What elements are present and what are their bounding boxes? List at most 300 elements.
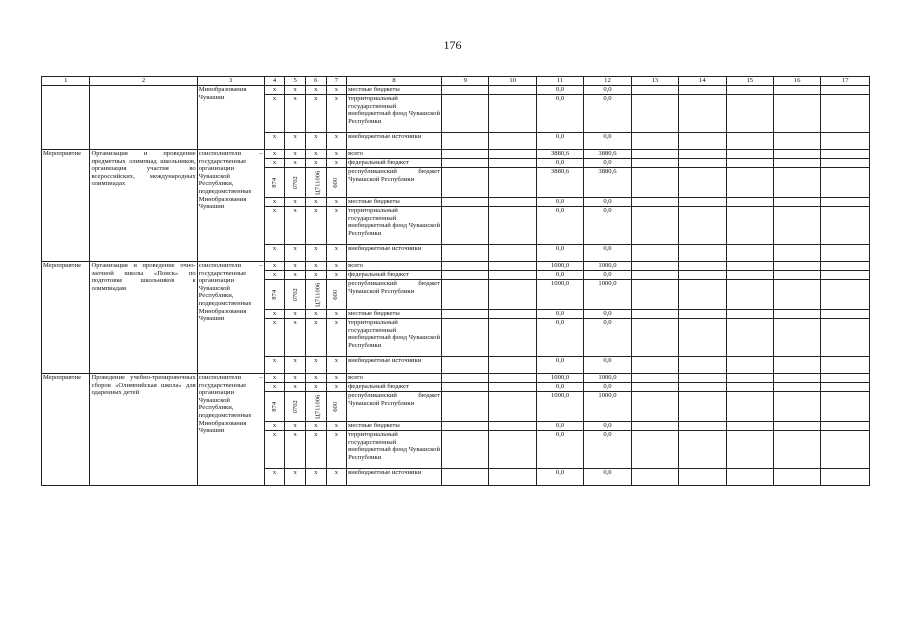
- value-col12: 0,0: [584, 422, 631, 431]
- value-col13: [631, 392, 678, 422]
- value-col15: [726, 245, 773, 262]
- value-col10: [489, 431, 536, 469]
- x-mark: x: [305, 469, 326, 486]
- budget-code-text: 874: [270, 289, 278, 300]
- funding-source: местные бюджеты: [347, 310, 442, 319]
- value-col9: [442, 133, 489, 150]
- value-col11: 1000,0: [536, 392, 583, 422]
- budget-code-text: 600: [332, 289, 340, 300]
- value-col10: [489, 374, 536, 383]
- funding-source: республиканский бюджет Чувашской Республики: [347, 392, 442, 422]
- x-mark: x: [285, 198, 306, 207]
- x-mark: x: [305, 95, 326, 133]
- value-col14: [679, 198, 726, 207]
- executor-org: Минобразования Чувашии: [197, 86, 264, 150]
- value-col11: 0,0: [536, 431, 583, 469]
- value-col11: 0,0: [536, 357, 583, 374]
- value-col14: [679, 133, 726, 150]
- value-col14: [679, 422, 726, 431]
- event-type: Мероприятие: [42, 374, 90, 486]
- value-col13: [631, 207, 678, 245]
- value-col9: [442, 357, 489, 374]
- value-col15: [726, 310, 773, 319]
- x-mark: x: [305, 150, 326, 159]
- value-col9: [442, 310, 489, 319]
- funding-source: внебюджетные источники: [347, 133, 442, 150]
- value-col9: [442, 392, 489, 422]
- x-mark: x: [305, 271, 326, 280]
- value-col17: [821, 159, 870, 168]
- value-col17: [821, 310, 870, 319]
- value-col12: 0,0: [584, 198, 631, 207]
- value-col14: [679, 168, 726, 198]
- executor-org: соисполнители – государственные организации Чувашской Республики, подведомственные Минобразования Чувашии: [197, 262, 264, 374]
- value-col15: [726, 271, 773, 280]
- header-cell: 3: [197, 77, 264, 86]
- value-col16: [773, 159, 820, 168]
- value-col16: [773, 319, 820, 357]
- value-col13: [631, 198, 678, 207]
- value-col17: [821, 357, 870, 374]
- page-number: 176: [443, 38, 462, 52]
- x-mark: x: [305, 374, 326, 383]
- table-row: [42, 374, 870, 383]
- x-mark: x: [305, 319, 326, 357]
- event-type-cont: [42, 86, 90, 150]
- x-mark: x: [305, 198, 326, 207]
- value-col14: [679, 159, 726, 168]
- header-cell: 15: [726, 77, 773, 86]
- value-col17: [821, 207, 870, 245]
- value-col13: [631, 262, 678, 271]
- x-mark: x: [285, 95, 306, 133]
- value-col17: [821, 392, 870, 422]
- value-col10: [489, 262, 536, 271]
- value-col10: [489, 95, 536, 133]
- value-col12: 0,0: [584, 86, 631, 95]
- value-col12: 1000,0: [584, 280, 631, 310]
- value-col14: [679, 319, 726, 357]
- value-col15: [726, 357, 773, 374]
- value-col14: [679, 431, 726, 469]
- x-mark: x: [285, 262, 306, 271]
- budget-code: [305, 280, 326, 310]
- x-mark: x: [264, 431, 285, 469]
- x-mark: x: [326, 469, 347, 486]
- funding-source: всего: [347, 262, 442, 271]
- x-mark: x: [264, 383, 285, 392]
- value-col10: [489, 469, 536, 486]
- value-col12: 0,0: [584, 431, 631, 469]
- funding-source: местные бюджеты: [347, 86, 442, 95]
- x-mark: x: [264, 422, 285, 431]
- value-col12: 0,0: [584, 133, 631, 150]
- value-col16: [773, 280, 820, 310]
- value-col14: [679, 207, 726, 245]
- value-col13: [631, 469, 678, 486]
- x-mark: x: [326, 150, 347, 159]
- value-col13: [631, 159, 678, 168]
- value-col14: [679, 383, 726, 392]
- x-mark: x: [285, 431, 306, 469]
- header-cell: 4: [264, 77, 285, 86]
- value-col12: 0,0: [584, 245, 631, 262]
- header-cell: 6: [305, 77, 326, 86]
- value-col11: 0,0: [536, 271, 583, 280]
- x-mark: x: [264, 310, 285, 319]
- budget-code-text: Ц711006: [314, 170, 322, 195]
- x-mark: x: [305, 207, 326, 245]
- value-col12: 0,0: [584, 469, 631, 486]
- budget-code: [326, 280, 347, 310]
- program-table: [41, 76, 870, 486]
- value-col11: 0,0: [536, 422, 583, 431]
- x-mark: x: [326, 198, 347, 207]
- value-col15: [726, 469, 773, 486]
- value-col13: [631, 280, 678, 310]
- value-col14: [679, 392, 726, 422]
- budget-code-text: 0702: [291, 399, 299, 414]
- x-mark: x: [285, 357, 306, 374]
- budget-code: [264, 392, 285, 422]
- x-mark: x: [326, 95, 347, 133]
- event-type: Мероприятие: [42, 262, 90, 374]
- value-col17: [821, 168, 870, 198]
- value-col10: [489, 245, 536, 262]
- x-mark: x: [285, 383, 306, 392]
- value-col14: [679, 262, 726, 271]
- value-col15: [726, 374, 773, 383]
- event-name: Организация и проведение предметных олимпиад школьников, организация участия во всероссийских, международных олимпиадах: [90, 150, 197, 262]
- value-col11: 0,0: [536, 86, 583, 95]
- header-cell: 16: [773, 77, 820, 86]
- value-col17: [821, 198, 870, 207]
- value-col16: [773, 133, 820, 150]
- value-col11: 0,0: [536, 95, 583, 133]
- x-mark: x: [285, 207, 306, 245]
- value-col14: [679, 357, 726, 374]
- value-col12: 0,0: [584, 310, 631, 319]
- budget-code: [326, 392, 347, 422]
- x-mark: x: [264, 262, 285, 271]
- x-mark: x: [305, 86, 326, 95]
- value-col12: 1000,0: [584, 374, 631, 383]
- value-col15: [726, 150, 773, 159]
- value-col15: [726, 392, 773, 422]
- value-col15: [726, 133, 773, 150]
- x-mark: x: [285, 245, 306, 262]
- value-col13: [631, 357, 678, 374]
- x-mark: x: [305, 431, 326, 469]
- value-col14: [679, 245, 726, 262]
- value-col16: [773, 150, 820, 159]
- value-col14: [679, 280, 726, 310]
- value-col17: [821, 431, 870, 469]
- value-col9: [442, 198, 489, 207]
- x-mark: x: [285, 319, 306, 357]
- x-mark: x: [264, 271, 285, 280]
- value-col12: 0,0: [584, 357, 631, 374]
- value-col15: [726, 431, 773, 469]
- value-col16: [773, 374, 820, 383]
- table-body: [42, 86, 870, 486]
- value-col9: [442, 431, 489, 469]
- x-mark: x: [326, 245, 347, 262]
- header-cell: 17: [821, 77, 870, 86]
- value-col9: [442, 280, 489, 310]
- budget-code: [285, 280, 306, 310]
- value-col12: 1000,0: [584, 262, 631, 271]
- value-col10: [489, 159, 536, 168]
- value-col11: 1000,0: [536, 374, 583, 383]
- budget-code: [264, 168, 285, 198]
- value-col10: [489, 310, 536, 319]
- value-col12: 0,0: [584, 207, 631, 245]
- value-col10: [489, 168, 536, 198]
- event-name-cont: [90, 86, 197, 150]
- x-mark: x: [285, 271, 306, 280]
- funding-source: внебюджетные источники: [347, 357, 442, 374]
- value-col11: 0,0: [536, 319, 583, 357]
- funding-source: внебюджетные источники: [347, 245, 442, 262]
- x-mark: x: [326, 207, 347, 245]
- x-mark: x: [285, 374, 306, 383]
- value-col14: [679, 374, 726, 383]
- value-col13: [631, 168, 678, 198]
- value-col17: [821, 95, 870, 133]
- x-mark: x: [264, 319, 285, 357]
- funding-source: всего: [347, 374, 442, 383]
- funding-source: федеральный бюджет: [347, 383, 442, 392]
- value-col17: [821, 133, 870, 150]
- value-col11: 3880,6: [536, 150, 583, 159]
- value-col10: [489, 150, 536, 159]
- funding-source: федеральный бюджет: [347, 271, 442, 280]
- x-mark: x: [326, 383, 347, 392]
- value-col13: [631, 245, 678, 262]
- value-col9: [442, 159, 489, 168]
- value-col16: [773, 422, 820, 431]
- value-col13: [631, 374, 678, 383]
- x-mark: x: [264, 207, 285, 245]
- x-mark: x: [264, 374, 285, 383]
- table-row: [42, 262, 870, 271]
- header-cell: 12: [584, 77, 631, 86]
- header-cell: 14: [679, 77, 726, 86]
- value-col15: [726, 86, 773, 95]
- value-col16: [773, 469, 820, 486]
- value-col13: [631, 431, 678, 469]
- value-col13: [631, 271, 678, 280]
- value-col12: 0,0: [584, 95, 631, 133]
- value-col10: [489, 319, 536, 357]
- value-col11: 0,0: [536, 198, 583, 207]
- value-col11: 1000,0: [536, 262, 583, 271]
- event-name: Организация и проведение очно-заочной школы «Поиск» по подготовке школьников к олимпиадам: [90, 262, 197, 374]
- header-cell: 13: [631, 77, 678, 86]
- funding-source: республиканский бюджет Чувашской Республики: [347, 168, 442, 198]
- value-col16: [773, 431, 820, 469]
- funding-source: федеральный бюджет: [347, 159, 442, 168]
- x-mark: x: [305, 262, 326, 271]
- x-mark: x: [326, 374, 347, 383]
- header-cell: 7: [326, 77, 347, 86]
- value-col9: [442, 383, 489, 392]
- x-mark: x: [305, 159, 326, 168]
- value-col16: [773, 392, 820, 422]
- x-mark: x: [305, 383, 326, 392]
- value-col15: [726, 262, 773, 271]
- x-mark: x: [285, 422, 306, 431]
- value-col15: [726, 95, 773, 133]
- x-mark: x: [326, 431, 347, 469]
- value-col15: [726, 168, 773, 198]
- value-col13: [631, 319, 678, 357]
- value-col13: [631, 86, 678, 95]
- x-mark: x: [285, 86, 306, 95]
- value-col17: [821, 245, 870, 262]
- value-col16: [773, 357, 820, 374]
- funding-source: всего: [347, 150, 442, 159]
- value-col11: 0,0: [536, 245, 583, 262]
- value-col15: [726, 159, 773, 168]
- budget-code: [285, 168, 306, 198]
- header-cell: 8: [347, 77, 442, 86]
- x-mark: x: [326, 422, 347, 431]
- value-col15: [726, 319, 773, 357]
- budget-code-text: 0702: [291, 287, 299, 302]
- value-col10: [489, 271, 536, 280]
- executor-org: соисполнители – государственные организации Чувашской Республики, подведомственные Минобразования Чувашии: [197, 374, 264, 486]
- header-cell: 11: [536, 77, 583, 86]
- x-mark: x: [305, 245, 326, 262]
- funding-source: местные бюджеты: [347, 422, 442, 431]
- event-type: Мероприятие: [42, 150, 90, 262]
- value-col11: 0,0: [536, 133, 583, 150]
- value-col9: [442, 271, 489, 280]
- value-col16: [773, 262, 820, 271]
- funding-source: территориальный государственный внебюджетный фонд Чувашской Республики: [347, 207, 442, 245]
- value-col17: [821, 271, 870, 280]
- table-row: [42, 150, 870, 159]
- value-col14: [679, 271, 726, 280]
- value-col17: [821, 374, 870, 383]
- value-col16: [773, 383, 820, 392]
- value-col17: [821, 86, 870, 95]
- value-col14: [679, 95, 726, 133]
- value-col16: [773, 271, 820, 280]
- value-col10: [489, 357, 536, 374]
- value-col10: [489, 198, 536, 207]
- value-col12: 0,0: [584, 159, 631, 168]
- value-col11: 0,0: [536, 383, 583, 392]
- x-mark: x: [305, 357, 326, 374]
- value-col9: [442, 245, 489, 262]
- x-mark: x: [326, 133, 347, 150]
- value-col13: [631, 133, 678, 150]
- value-col12: 0,0: [584, 383, 631, 392]
- header-cell: 10: [489, 77, 536, 86]
- value-col17: [821, 383, 870, 392]
- value-col16: [773, 310, 820, 319]
- header-cell: 9: [442, 77, 489, 86]
- value-col9: [442, 150, 489, 159]
- value-col12: 0,0: [584, 271, 631, 280]
- value-col14: [679, 310, 726, 319]
- funding-source: территориальный государственный внебюджетный фонд Чувашской Республики: [347, 431, 442, 469]
- value-col10: [489, 383, 536, 392]
- value-col16: [773, 168, 820, 198]
- value-col13: [631, 422, 678, 431]
- x-mark: x: [285, 159, 306, 168]
- x-mark: x: [326, 262, 347, 271]
- value-col9: [442, 262, 489, 271]
- value-col15: [726, 383, 773, 392]
- value-col15: [726, 422, 773, 431]
- value-col13: [631, 150, 678, 159]
- header-row: [42, 77, 870, 86]
- header-cell: 2: [90, 77, 197, 86]
- header-cell: 1: [42, 77, 90, 86]
- value-col9: [442, 86, 489, 95]
- x-mark: x: [264, 150, 285, 159]
- value-col17: [821, 469, 870, 486]
- value-col13: [631, 383, 678, 392]
- value-col11: 3880,6: [536, 168, 583, 198]
- x-mark: x: [285, 133, 306, 150]
- value-col9: [442, 469, 489, 486]
- x-mark: x: [305, 310, 326, 319]
- value-col12: 3880,6: [584, 150, 631, 159]
- value-col15: [726, 207, 773, 245]
- value-col16: [773, 95, 820, 133]
- x-mark: x: [326, 357, 347, 374]
- value-col17: [821, 262, 870, 271]
- budget-code: [305, 168, 326, 198]
- budget-code-text: 600: [332, 401, 340, 412]
- budget-code: [305, 392, 326, 422]
- value-col12: 3880,6: [584, 168, 631, 198]
- value-col10: [489, 207, 536, 245]
- value-col17: [821, 422, 870, 431]
- x-mark: x: [264, 133, 285, 150]
- budget-code-text: 600: [332, 177, 340, 188]
- value-col10: [489, 392, 536, 422]
- event-name: Проведение учебно-тренировочных сборов «Олимпийская школа» для одаренных детей: [90, 374, 197, 486]
- funding-source: территориальный государственный внебюджетный фонд Чувашской Республики: [347, 95, 442, 133]
- x-mark: x: [326, 319, 347, 357]
- value-col9: [442, 95, 489, 133]
- x-mark: x: [264, 357, 285, 374]
- value-col10: [489, 422, 536, 431]
- x-mark: x: [264, 95, 285, 133]
- value-col17: [821, 150, 870, 159]
- x-mark: x: [264, 86, 285, 95]
- x-mark: x: [264, 198, 285, 207]
- x-mark: x: [326, 86, 347, 95]
- value-col14: [679, 150, 726, 159]
- value-col11: 0,0: [536, 469, 583, 486]
- budget-code: [285, 392, 306, 422]
- value-col16: [773, 245, 820, 262]
- value-col13: [631, 310, 678, 319]
- table-row: [42, 86, 870, 95]
- value-col11: 0,0: [536, 207, 583, 245]
- value-col15: [726, 198, 773, 207]
- funding-source: республиканский бюджет Чувашской Республики: [347, 280, 442, 310]
- budget-code-text: 874: [270, 177, 278, 188]
- value-col13: [631, 95, 678, 133]
